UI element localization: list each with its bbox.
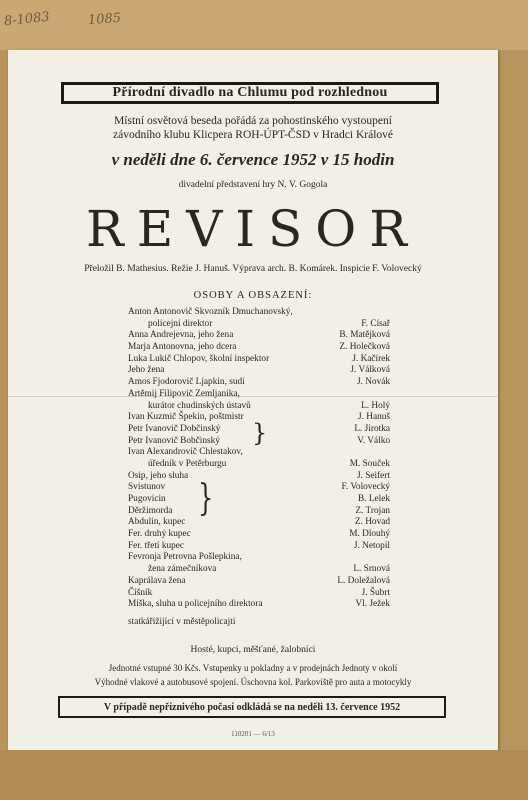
cast-role: Svistunov — [128, 482, 166, 493]
cast-role: Čišník — [128, 587, 153, 598]
cast-role: Anton Antonovič Skvozník Dmuchanovský, — [128, 307, 293, 317]
cast-role: Miška, sluha u policejního direktora — [128, 599, 263, 610]
cast-row — [128, 354, 390, 366]
group-brace: } — [198, 476, 214, 519]
cast-actor: B. Lelek — [357, 494, 390, 504]
cast-row — [128, 506, 390, 518]
cast-row — [128, 494, 390, 506]
cast-row — [128, 389, 390, 401]
cast-role: Petr Ivanovič Bobčinský — [128, 435, 220, 446]
tickets-line-2: Výhodné vlakové a autobusové spojení. Úschovna kol. Parkoviště pro auta a motocykly — [94, 677, 412, 687]
poster-sheet — [8, 50, 498, 750]
cast-actor: B. Matějková — [339, 330, 390, 341]
intro-line-2: závodního klubu Klicpera ROH-ÚPT-ČSD v Hradci Králové — [113, 129, 393, 141]
archive-note-b: 1085 — [87, 10, 122, 29]
cast-row — [128, 401, 390, 413]
group-label-statkari-2: žijící v městě — [155, 616, 205, 627]
cast-row — [128, 588, 390, 600]
group-brace: } — [252, 419, 268, 447]
cast-role: Marja Antonovna, jeho dcera — [128, 342, 237, 353]
cast-row — [128, 447, 390, 459]
cast-actor: J. Netopil — [353, 540, 390, 551]
cast-row — [128, 529, 390, 541]
cast-row — [128, 330, 390, 342]
cast-row — [128, 552, 390, 564]
cast-actor: V. Válko — [357, 435, 390, 446]
cast-role: Abdulin, kupec — [128, 517, 186, 528]
cast-row — [128, 541, 390, 553]
extras-note: Hosté, kupci, měšťané, žalobníci — [190, 645, 316, 655]
cast-row — [128, 365, 390, 377]
cast-list — [128, 307, 390, 629]
archive-note-a: 8-1083 — [3, 9, 51, 30]
cast-actor: J. Novák — [356, 377, 390, 388]
cast-actor: J. Válková — [350, 365, 390, 376]
cast-role: Děržimorda — [128, 505, 173, 516]
cast-role: Jeho žena — [128, 365, 165, 376]
cast-role: policejní direktor — [148, 318, 213, 329]
cast-actor: M. Souček — [349, 458, 390, 469]
cast-row — [128, 459, 390, 471]
cast-actor: L. Holý — [361, 400, 390, 411]
cast-row — [128, 342, 390, 354]
cast-role: Ivan Kuzmič Špekin, poštmistr — [128, 412, 244, 423]
cast-actor: Z. Holečková — [339, 342, 390, 353]
cast-role: Kaprálava žena — [128, 575, 186, 586]
group-label-statkari-1: statkáři — [128, 616, 156, 627]
cast-row — [128, 482, 390, 494]
cast-role: Anna Andrejevna, jeho žena — [128, 330, 234, 341]
cast-role: Fer. druhý kupec — [128, 529, 191, 540]
cast-role: Fevronja Petrovna Pošlepkina, — [128, 552, 242, 563]
background-bottom — [0, 750, 528, 800]
cast-actor: L. Doležalová — [337, 575, 390, 586]
cast-actor: Z. Trojan — [355, 505, 390, 516]
cast-row — [128, 517, 390, 529]
cast-role: kurátor chudinských ústavů — [148, 400, 251, 411]
cast-actor: J. Seifert — [356, 470, 390, 481]
cast-role: žena zámečníkova — [148, 564, 217, 575]
cast-row — [128, 377, 390, 389]
cast-heading: OSOBY A OBSAZENÍ: — [193, 290, 313, 301]
print-code: 110201 — 6/13 — [231, 730, 275, 738]
cast-role: Petr Ivanovič Dobčinský — [128, 423, 221, 434]
cast-row — [128, 564, 390, 576]
cast-role: Pugovicin — [128, 494, 166, 504]
event-datetime: v neděli dne 6. července 1952 v 15 hodin — [111, 150, 395, 169]
play-subtitle: divadelní představení hry N. V. Gogola — [178, 180, 328, 190]
cast-row — [128, 471, 390, 483]
cast-row — [128, 599, 390, 611]
intro-line-1: Místní osvětová beseda pořádá za pohostinského vystoupení — [114, 115, 392, 127]
cast-role: Ivan Alexandrovič Chlestakov, — [128, 447, 243, 458]
cast-row — [128, 576, 390, 588]
cast-actor: L. Jirotka — [354, 423, 390, 434]
group-label-policajti: policajti — [204, 616, 236, 627]
cast-role: Fer. třetí kupec — [128, 540, 185, 551]
production-credits: Přeložil B. Mathesius. Režie J. Hanuš. Výprava arch. B. Komárek. Inspicie F. Volovecký — [84, 264, 422, 274]
background-top — [0, 0, 528, 50]
cast-actor: J. Kačírek — [352, 353, 390, 364]
tickets-line-1: Jednotné vstupné 30 Kčs. Vstupenky u pokladny a v prodejnách Jednoty v okolí — [108, 663, 398, 673]
cast-role: Osip, jeho sluha — [128, 470, 189, 481]
cast-role: Artěmij Filipovič Zemljanika, — [128, 388, 240, 399]
play-title: REVISOR — [86, 200, 420, 258]
cast-role: Amos Fjodorovič Ljapkin, sudí — [128, 377, 245, 388]
cast-row — [128, 319, 390, 331]
cast-actor: F. Volovecký — [341, 482, 390, 493]
weather-note: V případě nepříznivého počasí odkládá se na neděli 13. července 1952 — [58, 696, 446, 718]
cast-actor: F. Císař — [361, 318, 390, 329]
venue-title: Přírodní divadlo na Chlumu pod rozhlednou — [61, 82, 439, 104]
cast-actor: L. Srnová — [353, 564, 390, 575]
cast-role: Luka Lukič Chlopov, školní inspektor — [128, 353, 270, 364]
cast-actor: J. Šubrt — [361, 587, 390, 598]
cast-actor: M. Dlouhý — [349, 529, 390, 540]
cast-role: úředník v Petěrburgu — [148, 458, 227, 469]
cast-row — [128, 307, 390, 319]
cast-actor: Vl. Ježek — [355, 599, 390, 610]
cast-actor: Z. Hovad — [354, 517, 390, 528]
cast-actor: J. Hanuš — [357, 412, 390, 423]
